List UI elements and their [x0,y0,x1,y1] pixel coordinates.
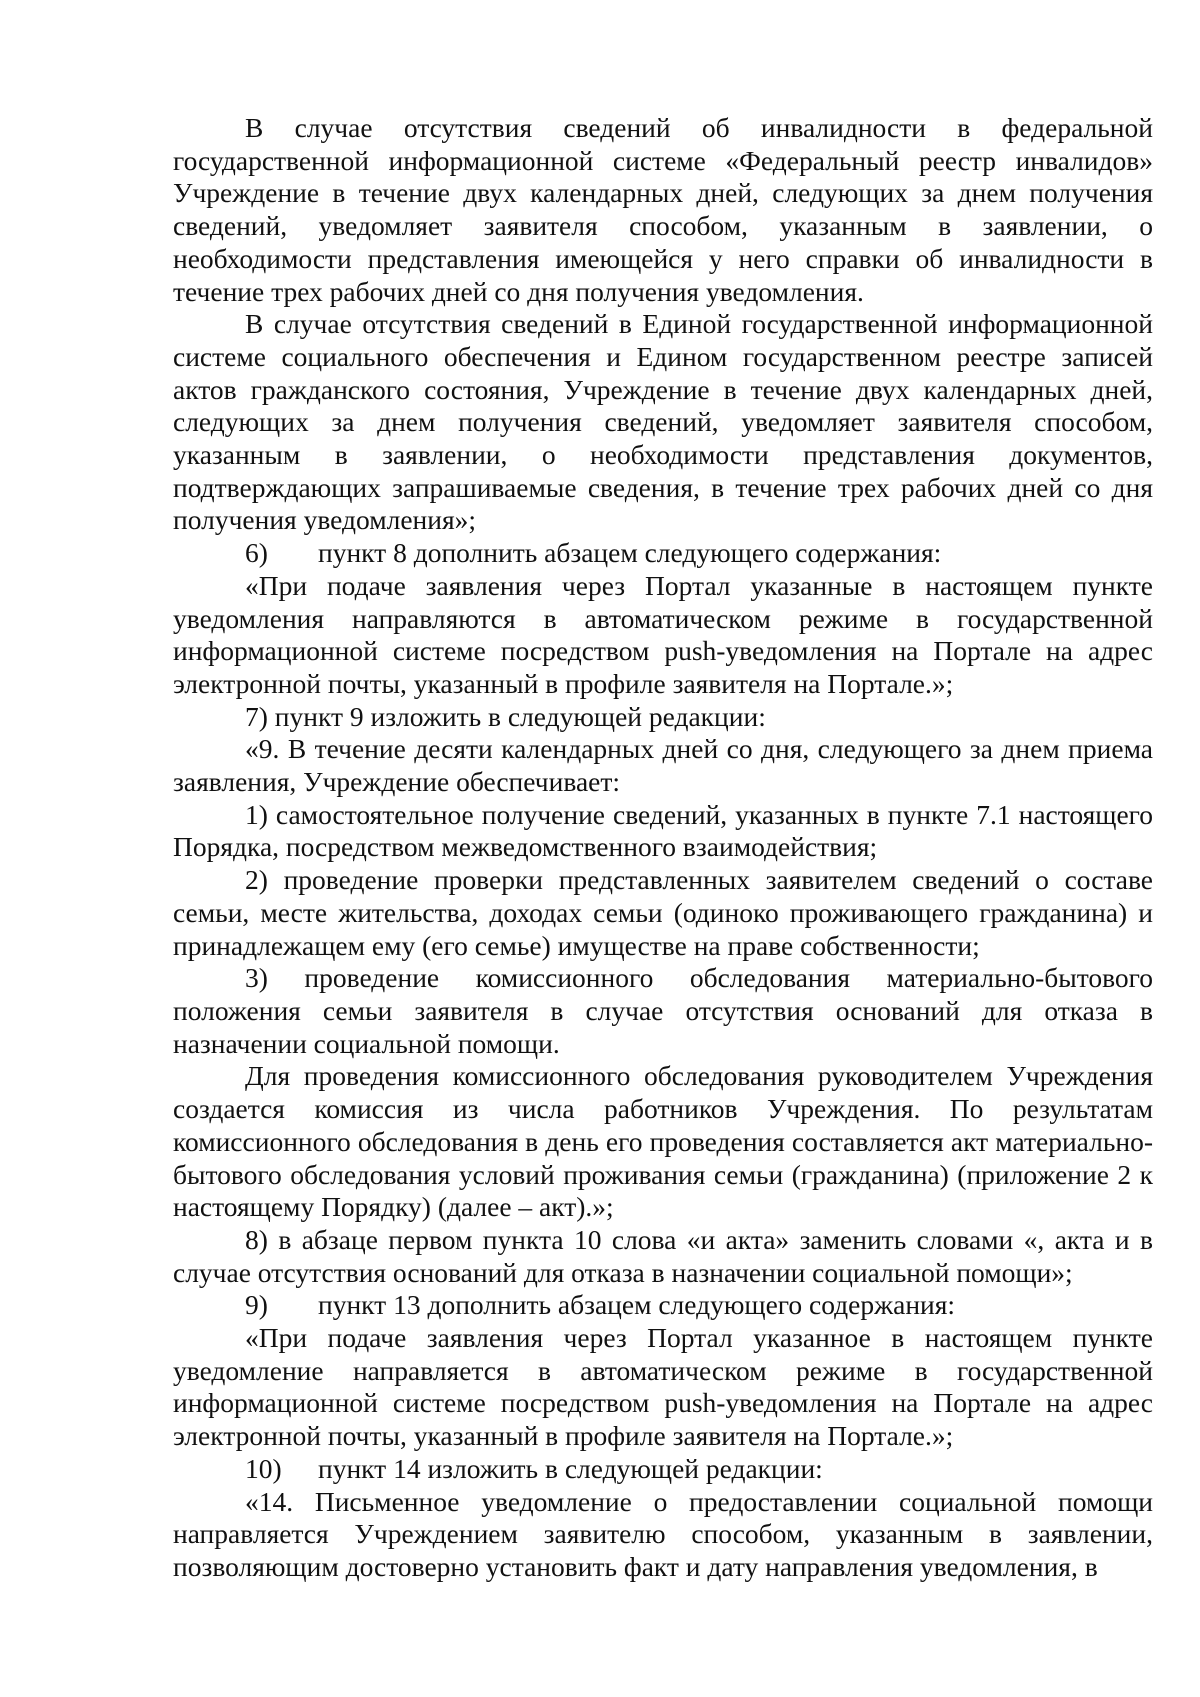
sub-item-3: 3) проведение комиссионного обследования материально-бытового положения семьи заявителя в случае отсутствия оснований для отказа в назначении социальной помощи. [173,962,1153,1059]
sub-item-2: 2) проведение проверки представленных заявителем сведений о составе семьи, месте жительства, доходах семьи (одиноко проживающего гражданина) и принадлежащем ему (его семье) имуществе на праве собственности; [173,864,1153,961]
document-page [173,112,1153,1584]
paragraph-portal-notifications: «При подаче заявления через Портал указанные в настоящем пункте уведомления направляются в автоматическом режиме в государственной информационной системе посредством push-уведомления на Портале на адрес электронной почты, указанный в профиле заявителя на Портале.»; [173,569,1153,699]
list-item-10 [173,1453,1153,1486]
paragraph-clause-14: «14. Письменное уведомление о предоставлении социальной помощи направляется Учреждением заявителю способом, указанным в заявлении, позволяющим достоверно установить факт и дату направления уведомления, в [173,1485,1153,1582]
list-item-8: 8) в абзаце первом пункта 10 слова «и акта» заменить словами «, акта и в случае отсутствия оснований для отказа в назначении социальной помощи»; [173,1223,1153,1288]
list-item-number: 6) [245,537,268,569]
list-item-text: пункт 14 изложить в следующей редакции: [318,1452,823,1484]
paragraph-social-security-system: В случае отсутствия сведений в Единой государственной информационной системе социального обеспечения и Едином государственном реестре записей актов гражданского состояния, Учреждение в течение двух календарных дней, следующих за днем получения сведений, уведомляет заявителя способом, указанным в заявлении, о необходимости представления документов, подтверждающих запрашиваемые сведения, в течение трех рабочих дней со дня получения уведомления»; [173,308,1153,536]
sub-item-1: 1) самостоятельное получение сведений, указанных в пункте 7.1 настоящего Порядка, посредством межведомственного взаимодействия; [173,798,1153,863]
paragraph-commission: Для проведения комиссионного обследования руководителем Учреждения создается комиссия из числа работников Учреждения. По результатам комиссионного обследования в день его проведения составляется акт материально-бытового обследования условий проживания семьи (гражданина) (приложение 2 к настоящему Порядку) (далее – акт).»; [173,1060,1153,1223]
paragraph-portal-notification: «При подаче заявления через Портал указанное в настоящем пункте уведомление направляется в автоматическом режиме в государственной информационной системе посредством push-уведомления на Портале на адрес электронной почты, указанный в профиле заявителя на Портале.»; [173,1322,1153,1452]
list-item-6 [173,537,1153,570]
list-item-text: пункт 8 дополнить абзацем следующего содержания: [318,537,942,569]
list-item-9 [173,1289,1153,1322]
list-item-text: пункт 13 дополнить абзацем следующего содержания: [318,1289,956,1321]
list-item-number: 10) [245,1452,282,1484]
paragraph-disability-registry: В случае отсутствия сведений об инвалидности в федеральной государственной информационной системе «Федеральный реестр инвалидов» Учреждение в течение двух календарных дней, следующих за днем получения сведений, уведомляет заявителя способом, указанным в заявлении, о необходимости представления имеющейся у него справки об инвалидности в течение трех рабочих дней со дня получения уведомления. [173,112,1153,307]
paragraph-clause-9: «9. В течение десяти календарных дней со дня, следующего за днем приема заявления, Учреждение обеспечивает: [173,733,1153,798]
list-item-number: 9) [245,1289,268,1321]
list-item-7: 7) пункт 9 изложить в следующей редакции: [245,700,766,732]
